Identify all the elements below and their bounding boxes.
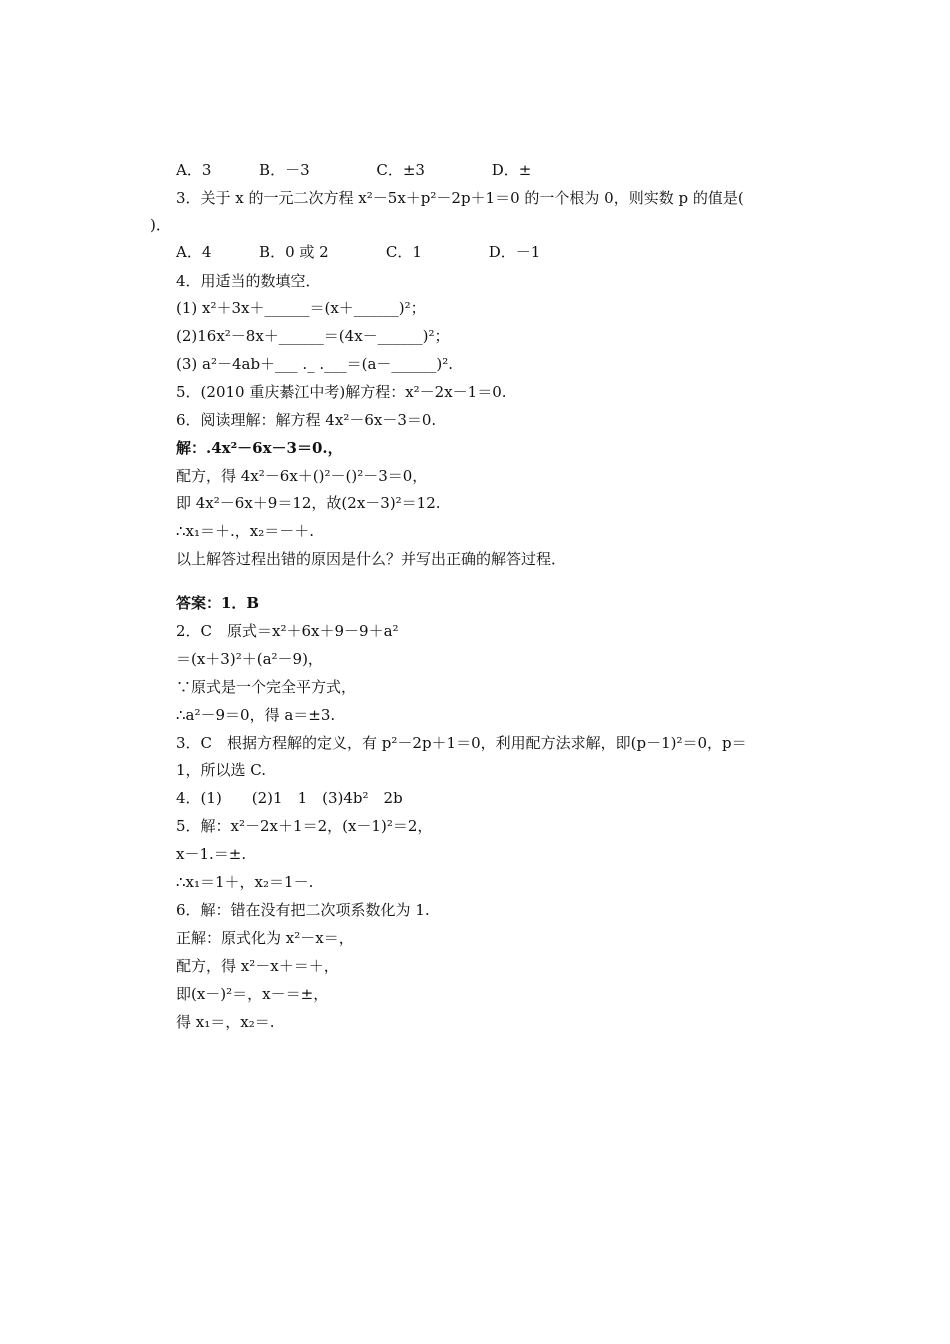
- q3-stem-end: )．: [150, 216, 171, 234]
- q4-part3: (3) a²－4ab＋___ ._ .___＝(a－______)².: [176, 355, 454, 373]
- answer-2-line3: ∵原式是一个完全平方式，: [176, 678, 357, 696]
- q5-stem: 5．(2010 重庆綦江中考)解方程：x²－2x－1＝0.: [176, 383, 507, 401]
- answer-6-line1: 6．解：错在没有把二次项系数化为 1.: [176, 901, 430, 919]
- answer-5-line1: 5．解：x²－2x＋1＝2，(x－1)²＝2，: [176, 817, 433, 835]
- q6-solution-line4: ∴x₁＝＋.，x₂＝－＋.: [176, 522, 315, 540]
- q3-options: A．4 B．0 或 2 C．1 D．－1: [176, 243, 541, 261]
- answer-6-line3: 配方，得 x²－x＋＝＋，: [176, 957, 339, 975]
- answer-6-line5: 得 x₁＝，x₂＝.: [176, 1013, 275, 1031]
- q2-options: A．3 B．－3 C．±3 D．±: [176, 161, 532, 179]
- answers-heading: 答案：1．B: [176, 594, 260, 612]
- answer-6-line2: 正解：原式化为 x²－x＝，: [176, 929, 354, 947]
- answer-4: 4．(1) (2)1 1 (3)4b² 2b: [176, 789, 403, 807]
- q4-stem: 4．用适当的数填空．: [176, 272, 321, 290]
- answer-6-line4: 即(x－)²＝，x－＝±，: [176, 985, 329, 1003]
- q6-solution-line2: 配方，得 4x²－6x＋()²－()²－3＝0，: [176, 467, 428, 485]
- answer-3-line1: 3．C 根据方程解的定义，有 p²－2p＋1＝0，利用配方法求解，即(p－1)²＝0，p＝: [176, 734, 747, 752]
- q4-part2: (2)16x²－8x＋______＝(4x－______)²；: [176, 327, 450, 345]
- q4-part1: (1) x²＋3x＋______＝(x＋______)²；: [176, 299, 426, 317]
- answer-2-line2: ＝(x＋3)²＋(a²－9)，: [176, 650, 323, 668]
- answer-3-line2: 1，所以选 C.: [176, 761, 267, 779]
- answer-5-line3: ∴x₁＝1＋，x₂＝1－.: [176, 873, 314, 891]
- q3-stem: 3．关于 x 的一元二次方程 x²－5x＋p²－2p＋1＝0 的一个根为 0，则实数 p 的值是(: [176, 189, 744, 207]
- q6-solution-line3: 即 4x²－6x＋9＝12，故(2x－3)²＝12.: [176, 494, 441, 512]
- answer-5-line2: x－1.＝±.: [176, 845, 247, 863]
- answer-2-line1: 2．C 原式＝x²＋6x＋9－9＋a²: [176, 622, 399, 640]
- q6-solution-line1: 解：.4x²－6x－3＝0.，: [176, 439, 343, 457]
- q6-prompt: 以上解答过程出错的原因是什么？并写出正确的解答过程．: [176, 550, 567, 568]
- answer-2-line4: ∴a²－9＝0，得 a＝±3.: [176, 706, 336, 724]
- q6-stem: 6．阅读理解：解方程 4x²－6x－3＝0.: [176, 411, 437, 429]
